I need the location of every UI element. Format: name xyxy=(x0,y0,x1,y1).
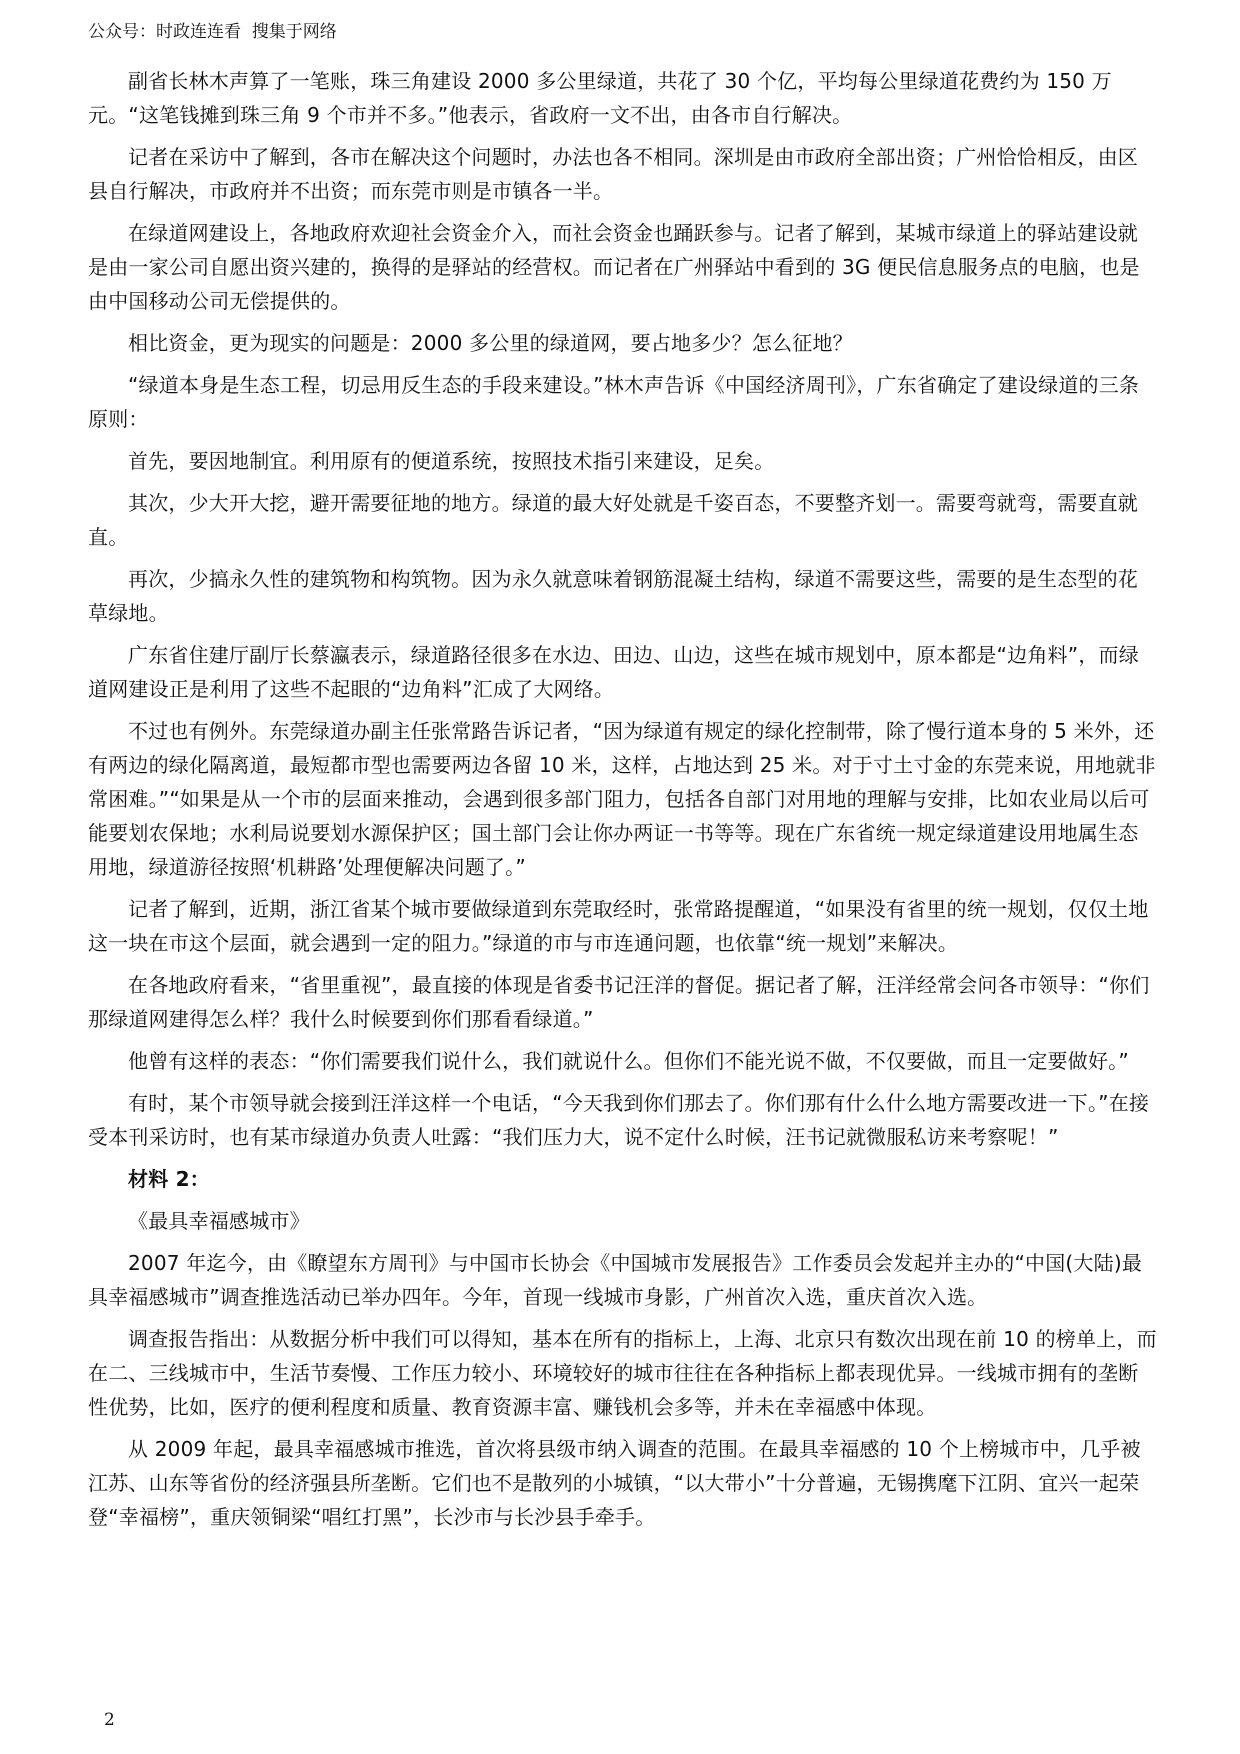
page-number: 2 xyxy=(104,1710,115,1730)
section-heading: 材料 2： xyxy=(128,1167,210,1191)
paragraph: 调查报告指出：从数据分析中我们可以得知，基本在所有的指标上，上海、北京只有数次出现在前 10 的榜单上，而在二、三线城市中，生活节奏慢、工作压力较小、环境较好的城市往往在各种指标上都表现优异。一线城市拥有的垄断性优势，比如，医疗的便利程度和质量、教育资源丰富、赚钱机会多等，并未在幸福感中体现。 xyxy=(88,1327,1157,1419)
paragraph: “绿道本身是生态工程，切忌用反生态的手段来建设。”林木声告诉《中国经济周刊》，广东省确定了建设绿道的三条原则： xyxy=(88,373,1140,431)
paragraph: 他曾有这样的表态：“你们需要我们说什么，我们就说什么。但你们不能光说不做，不仅要做，而且一定要做好。” xyxy=(128,1049,1129,1073)
page-header-source-note: 公众号：时政连连看 搜集于网络 xyxy=(88,22,337,42)
paragraph: 其次，少大开大挖，避开需要征地的地方。绿道的最大好处就是千姿百态，不要整齐划一。需要弯就弯，需要直就直。 xyxy=(88,491,1138,549)
paragraph: 记者了解到，近期，浙江省某个城市要做绿道到东莞取经时，张常路提醒道，“如果没有省里的统一规划，仅仅土地这一块在市这个层面，就会遇到一定的阻力。”绿道的市与市连通问题，也依靠“统一规划”来解决。 xyxy=(88,897,1149,955)
paragraph: 首先，要因地制宜。利用原有的便道系统，按照技术指引来建设，足矣。 xyxy=(128,449,775,473)
paragraph: 在绿道网建设上，各地政府欢迎社会资金介入，而社会资金也踊跃参与。记者了解到，某城市绿道上的驿站建设就是由一家公司自愿出资兴建的，换得的是驿站的经营权。而记者在广州驿站中看到的 3G 便民信息服务点的电脑，也是由中国移动公司无偿提供的。 xyxy=(88,221,1140,313)
paragraph: 广东省住建厅副厅长蔡瀛表示，绿道路径很多在水边、田边、山边，这些在城市规划中，原本都是“边角料”，而绿道网建设正是利用了这些不起眼的“边角料”汇成了大网络。 xyxy=(88,643,1139,701)
paragraph: 副省长林木声算了一笔账，珠三角建设 2000 多公里绿道，共花了 30 个亿，平均每公里绿道花费约为 150 万元。“这笔钱摊到珠三角 9 个市并不多。”他表示，省政府一文不出，由各市自行解决。 xyxy=(88,69,1112,127)
article-title: 《最具幸福感城市》 xyxy=(128,1209,310,1233)
paragraph: 有时，某个市领导就会接到汪洋这样一个电话，“今天我到你们那去了。你们那有什么什么地方需要改进一下。”在接受本刊采访时，也有某市绿道办负责人吐露：“我们压力大，说不定什么时候，汪书记就微服私访来考察呢！” xyxy=(88,1091,1150,1149)
paragraph: 再次，少搞永久性的建筑物和构筑物。因为永久就意味着钢筋混凝土结构，绿道不需要这些，需要的是生态型的花草绿地。 xyxy=(88,567,1138,625)
paragraph: 记者在采访中了解到，各市在解决这个问题时，办法也各不相同。深圳是由市政府全部出资；广州恰恰相反，由区县自行解决，市政府并不出资；而东莞市则是市镇各一半。 xyxy=(88,145,1138,203)
article-body xyxy=(88,64,1158,1542)
paragraph: 从 2009 年起，最具幸福感城市推选，首次将县级市纳入调查的范围。在最具幸福感的 10 个上榜城市中，几乎被江苏、山东等省份的经济强县所垄断。它们也不是散列的小城镇，“以大带小”十分普遍，无锡携麾下江阴、宜兴一起荣登“幸福榜”，重庆领铜梁“唱红打黑”，长沙市与长沙县手牵手。 xyxy=(88,1437,1141,1529)
paragraph: 在各地政府看来，“省里重视”，最直接的体现是省委书记汪洋的督促。据记者了解，汪洋经常会问各市领导：“你们那绿道网建得怎么样？我什么时候要到你们那看看绿道。” xyxy=(88,973,1150,1031)
paragraph: 不过也有例外。东莞绿道办副主任张常路告诉记者，“因为绿道有规定的绿化控制带，除了慢行道本身的 5 米外，还有两边的绿化隔离道，最短都市型也需要两边各留 10 米，这样，占地达到 25 米。对于寸土寸金的东莞来说，用地就非常困难。”“如果是从一个市的层面来推动，会遇到很多部门阻力，包括各自部门对用地的理解与安排，比如农业局以后可能要划农保地；水利局说要划水源保护区；国土部门会让你办两证一书等等。现在广东省统一规定绿道建设用地属生态用地，绿道游径按照‘机耕路’处理便解决问题了。” xyxy=(88,719,1156,879)
paragraph: 2007 年迄今，由《瞭望东方周刊》与中国市长协会《中国城市发展报告》工作委员会发起并主办的“中国(大陆)最具幸福感城市”调查推选活动已举办四年。今年，首现一线城市身影，广州首次入选，重庆首次入选。 xyxy=(88,1251,1143,1309)
paragraph: 相比资金，更为现实的问题是：2000 多公里的绿道网，要占地多少？怎么征地？ xyxy=(128,331,853,355)
